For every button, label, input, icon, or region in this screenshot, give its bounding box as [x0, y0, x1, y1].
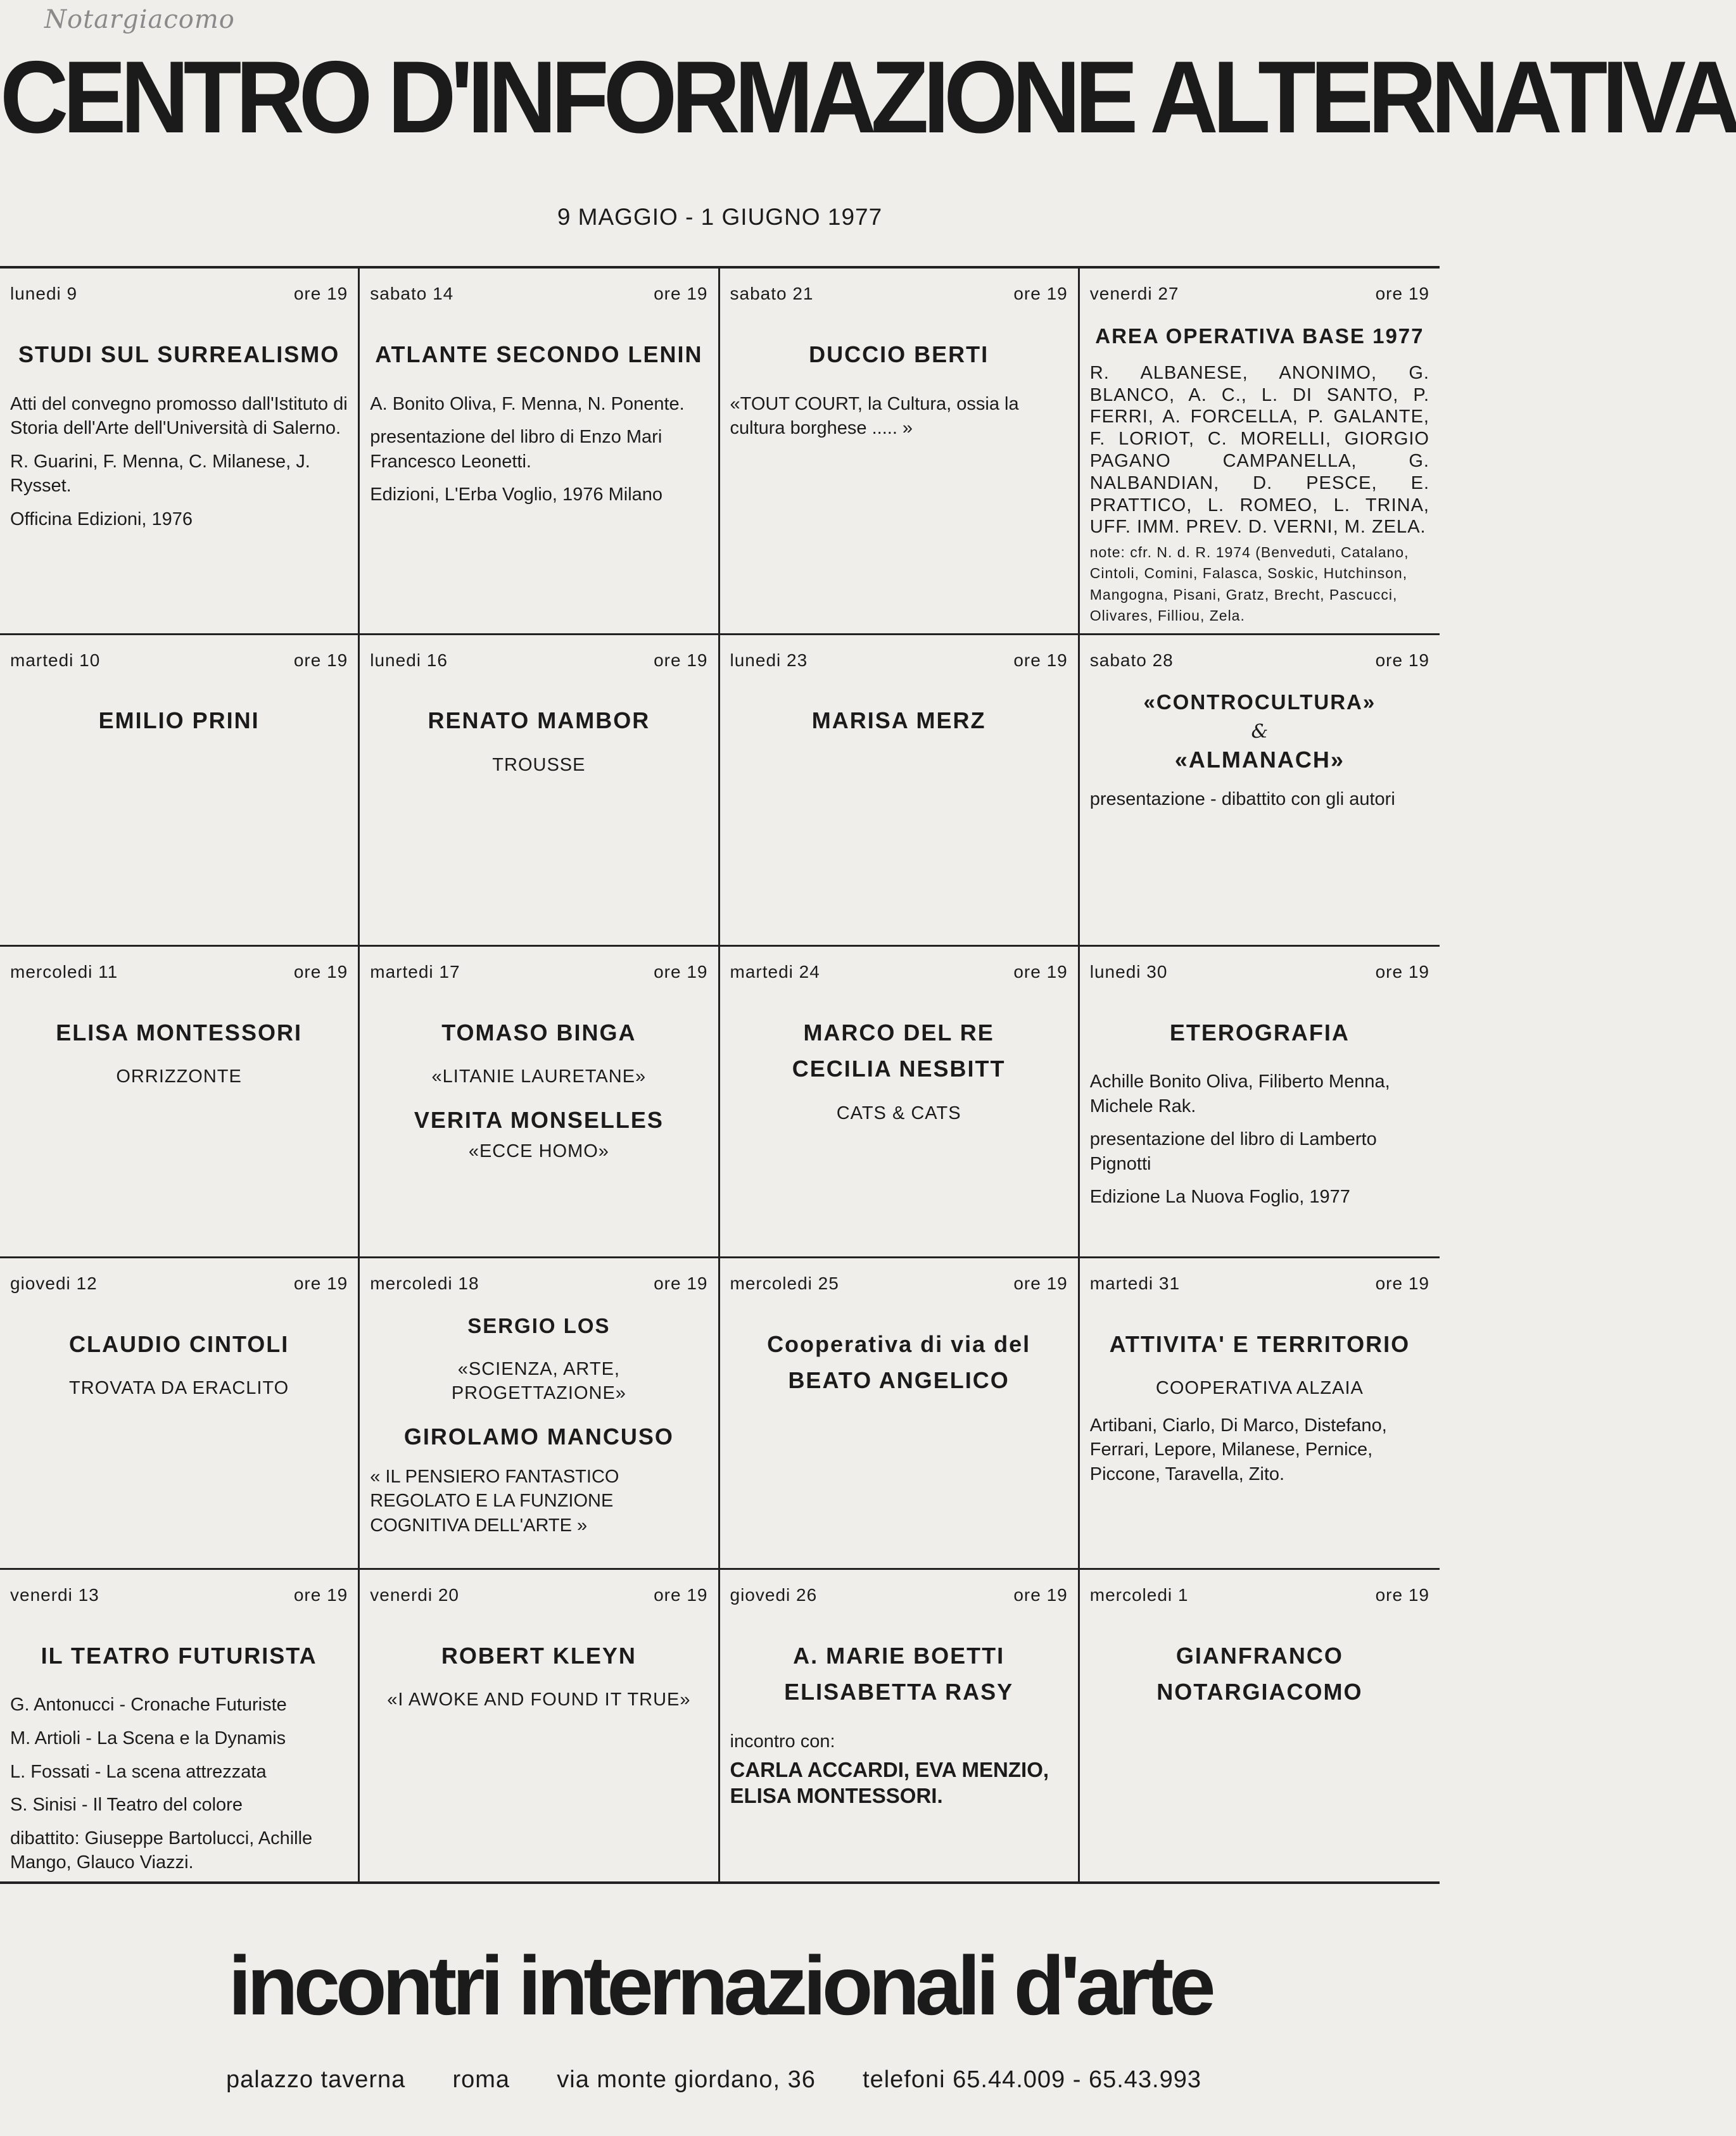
- description-paragraph: L. Fossati - La scena attrezzata: [10, 1761, 267, 1782]
- event-title: AREA OPERATIVA BASE 1977: [1095, 324, 1424, 348]
- event-description: [730, 392, 1068, 441]
- event-description: [1090, 1413, 1429, 1487]
- event-day: martedi 10: [10, 650, 101, 670]
- event-time: ore 19: [1013, 1584, 1068, 1605]
- description-paragraph: presentazione - dibattito con gli autori: [1089, 789, 1395, 810]
- event-header: [370, 1272, 707, 1296]
- event-time: ore 19: [1375, 650, 1429, 670]
- description-paragraph: dibattito: Giuseppe Bartolucci, Achille Mango, Glauco Viazzi.: [10, 1828, 313, 1873]
- event-time: ore 19: [654, 1273, 708, 1293]
- description-paragraph: G. Antonucci - Cronache Futuriste: [10, 1695, 287, 1716]
- event-day: martedi 24: [730, 961, 820, 982]
- event-title-secondary: VERITA MONSELLES: [414, 1107, 664, 1134]
- description-paragraph: M. Artioli - La Scena e la Dynamis: [10, 1728, 286, 1748]
- event-time: ore 19: [654, 1584, 708, 1605]
- description-paragraph: S. Sinisi - Il Teatro del colore: [10, 1795, 243, 1816]
- event-title: ATTIVITA' E TERRITORIO: [1109, 1330, 1410, 1357]
- event-day: mercoledi 11: [10, 961, 118, 982]
- event-description: [10, 1693, 348, 1874]
- event-time: ore 19: [1375, 1584, 1429, 1605]
- description-paragraph: R. Guarini, F. Menna, C. Milanese, J. Rysset.: [10, 451, 310, 496]
- event-header: [730, 1584, 1068, 1607]
- event-note: note: cfr. N. d. R. 1974 (Benveduti, Catalano, Cintoli, Comini, Falasca, Soskic, Hutchinson, Mangogna, Pisani, Gratz, Brecht, Pascucci, Olivares, Filliou, Zela.: [1089, 544, 1409, 624]
- event-cell: [0, 947, 360, 1258]
- event-header: [1090, 1272, 1429, 1296]
- organizer-address: [226, 2066, 1201, 2094]
- event-day: lunedi 30: [1089, 961, 1168, 982]
- event-day: lunedi 23: [730, 650, 808, 670]
- description-paragraph: Artibani, Ciarlo, Di Marco, Distefano, Ferrari, Lepore, Milanese, Pernice, Piccone, Taravella, Zito.: [1089, 1415, 1387, 1484]
- event-cell: [1080, 1570, 1440, 1881]
- event-title: EMILIO PRINI: [98, 707, 260, 734]
- event-subtitle: CATS & CATS: [836, 1103, 961, 1123]
- description-paragraph: presentazione del libro di Lamberto Pignotti: [1089, 1129, 1377, 1174]
- description-paragraph: « IL PENSIERO FANTASTICO REGOLATO E LA FUNZIONE COGNITIVA DELL'ARTE »: [370, 1466, 619, 1536]
- event-cell: [720, 1570, 1080, 1881]
- description-paragraph: presentazione del libro di Enzo Mari Francesco Leonetti.: [370, 427, 662, 472]
- event-time: ore 19: [293, 1584, 348, 1605]
- event-time: ore 19: [654, 650, 708, 670]
- event-header: [10, 961, 348, 984]
- event-title: DUCCIO BERTI: [809, 341, 989, 367]
- event-day: venerdi 20: [370, 1584, 460, 1605]
- event-time: ore 19: [293, 284, 348, 303]
- event-subtitle: «LITANIE LAURETANE»: [431, 1066, 647, 1087]
- event-day: sabato 21: [730, 284, 814, 303]
- event-cell: [0, 635, 360, 947]
- guest-names: CARLA ACCARDI, EVA MENZIO, ELISA MONTESSORI.: [730, 1757, 1049, 1807]
- description-paragraph: Atti del convegno promosso dall'Istituto di Storia dell'Arte dell'Università di Salerno.: [10, 393, 348, 439]
- event-cell: [0, 269, 360, 635]
- event-time: ore 19: [293, 961, 348, 982]
- event-title: A. MARIE BOETTI ELISABETTA RASY: [784, 1642, 1014, 1705]
- event-day: lunedi 9: [10, 284, 78, 303]
- event-header: [730, 282, 1068, 306]
- event-cell: [720, 269, 1080, 635]
- event-day: giovedi 12: [10, 1273, 98, 1293]
- event-day: sabato 28: [1089, 650, 1174, 670]
- event-description: [370, 392, 707, 507]
- event-day: giovedi 26: [730, 1584, 818, 1605]
- event-cell: [1080, 635, 1440, 947]
- event-title: ATLANTE SECONDO LENIN: [375, 341, 703, 367]
- event-header: [1090, 961, 1429, 984]
- event-day: martedi 17: [370, 961, 460, 982]
- event-cell: [0, 1570, 360, 1881]
- event-time: ore 19: [654, 961, 708, 982]
- description-paragraph: Edizione La Nuova Foglio, 1977: [1089, 1187, 1350, 1208]
- event-header: [1090, 1584, 1429, 1607]
- event-cell: [1080, 1258, 1440, 1570]
- event-description: [1090, 787, 1429, 812]
- phone-numbers: telefoni 65.44.009 - 65.43.993: [863, 2066, 1201, 2093]
- description-paragraph: incontro con:: [730, 1731, 835, 1752]
- event-title: MARCO DEL RE CECILIA NESBITT: [792, 1019, 1006, 1082]
- event-cell: [720, 947, 1080, 1258]
- event-cell: [720, 1258, 1080, 1570]
- event-calendar-grid: [0, 266, 1440, 1884]
- description-paragraph: «TOUT COURT, la Cultura, ossia la cultura borghese ..... »: [730, 393, 1019, 439]
- event-description: [1090, 1070, 1429, 1210]
- event-subtitle: «I AWOKE AND FOUND IT TRUE»: [387, 1690, 691, 1710]
- event-title: SERGIO LOS: [467, 1313, 611, 1337]
- event-subtitle: «SCIENZA, ARTE, PROGETTAZIONE»: [451, 1358, 626, 1403]
- event-subtitle: TROVATA DA ERACLITO: [69, 1378, 289, 1399]
- event-cell: [720, 635, 1080, 947]
- description-paragraph: Officina Edizioni, 1976: [10, 509, 193, 529]
- event-title: GIANFRANCO NOTARGIACOMO: [1156, 1642, 1363, 1705]
- event-cell: [360, 269, 719, 635]
- event-header: [730, 1272, 1068, 1296]
- event-header: [370, 282, 707, 306]
- event-subtitle: ORRIZZONTE: [116, 1066, 242, 1087]
- street-address: via monte giordano, 36: [557, 2066, 816, 2093]
- event-day: mercoledi 18: [370, 1273, 479, 1293]
- event-cell: [1080, 269, 1440, 635]
- event-cell: [360, 1258, 719, 1570]
- poster-title: CENTRO D'INFORMAZIONE ALTERNATIVA: [0, 39, 1736, 155]
- event-description: [10, 392, 348, 532]
- event-title-secondary: «ALMANACH»: [1174, 746, 1345, 773]
- event-cell: [360, 1570, 719, 1881]
- event-cell: [360, 947, 719, 1258]
- event-title: Cooperativa di via del BEATO ANGELICO: [767, 1330, 1031, 1394]
- event-day: venerdi 13: [10, 1584, 99, 1605]
- event-day: mercoledi 1: [1089, 1584, 1189, 1605]
- event-header: [1090, 282, 1429, 306]
- event-header: [1090, 649, 1429, 673]
- event-description: [370, 1465, 707, 1538]
- event-cell: [360, 635, 719, 947]
- event-title: RENATO MAMBOR: [428, 707, 650, 734]
- ampersand: &: [1251, 721, 1269, 743]
- venue: palazzo taverna: [226, 2066, 406, 2093]
- participant-list: R. ALBANESE, ANONIMO, G. BLANCO, A. C., L. DI SANTO, P. FERRI, A. FORCELLA, P. GALANTE, F. LORIOT, C. MORELLI, GIORGIO PAGANO CAMPANELLA, G. NALBANDIAN, D. PESCE, E. PRATTICO, L. ROMEO, L. TRINA, UFF. IMM. PREV. D. VERNI, M. ZELA.: [1089, 362, 1429, 538]
- event-title-secondary: GIROLAMO MANCUSO: [403, 1424, 674, 1450]
- organizer-name: incontri internazionali d'arte: [228, 1939, 1212, 2032]
- event-day: venerdi 27: [1089, 284, 1179, 303]
- event-header: [10, 649, 348, 673]
- description-paragraph: A. Bonito Oliva, F. Menna, N. Ponente.: [370, 393, 685, 414]
- event-time: ore 19: [1013, 650, 1068, 670]
- event-title: STUDI SUL SURREALISMO: [18, 341, 340, 367]
- event-header: [730, 649, 1068, 673]
- event-subtitle: COOPERATIVA ALZAIA: [1155, 1378, 1364, 1399]
- description-paragraph: Edizioni, L'Erba Voglio, 1976 Milano: [370, 484, 663, 505]
- event-subtitle-secondary: «ECCE HOMO»: [468, 1141, 609, 1161]
- event-title: MARISA MERZ: [811, 707, 986, 734]
- event-title: ELISA MONTESSORI: [56, 1019, 302, 1046]
- event-subtitle: TROUSSE: [492, 755, 586, 776]
- event-cell: [0, 1258, 360, 1570]
- event-time: ore 19: [654, 284, 708, 303]
- event-description: [730, 1729, 1068, 1754]
- event-cell: [1080, 947, 1440, 1258]
- handwritten-note: Notargiacomo: [44, 5, 235, 34]
- event-time: ore 19: [1375, 284, 1429, 303]
- description-paragraph: Achille Bonito Oliva, Filiberto Menna, Michele Rak.: [1089, 1071, 1390, 1116]
- event-time: ore 19: [1375, 1273, 1429, 1293]
- event-title: ETEROGRAFIA: [1169, 1019, 1350, 1046]
- event-day: martedi 31: [1089, 1273, 1181, 1293]
- city: roma: [452, 2066, 510, 2093]
- event-header: [10, 282, 348, 306]
- event-header: [370, 1584, 707, 1607]
- event-title: «CONTROCULTURA»: [1143, 690, 1376, 714]
- event-time: ore 19: [293, 1273, 348, 1293]
- event-time: ore 19: [1013, 1273, 1068, 1293]
- event-header: [730, 961, 1068, 984]
- event-title: CLAUDIO CINTOLI: [68, 1330, 289, 1357]
- event-header: [370, 961, 707, 984]
- event-day: mercoledi 25: [730, 1273, 839, 1293]
- event-day: sabato 14: [370, 284, 454, 303]
- event-header: [370, 649, 707, 673]
- event-title: IL TEATRO FUTURISTA: [41, 1642, 317, 1669]
- event-title: ROBERT KLEYN: [441, 1642, 637, 1669]
- event-time: ore 19: [1013, 284, 1068, 303]
- event-title: TOMASO BINGA: [441, 1019, 637, 1046]
- event-time: ore 19: [1013, 961, 1068, 982]
- event-header: [10, 1584, 348, 1607]
- event-time: ore 19: [293, 650, 348, 670]
- event-time: ore 19: [1375, 961, 1429, 982]
- date-range: 9 MAGGIO - 1 GIUGNO 1977: [557, 204, 883, 230]
- event-day: lunedi 16: [370, 650, 448, 670]
- event-header: [10, 1272, 348, 1296]
